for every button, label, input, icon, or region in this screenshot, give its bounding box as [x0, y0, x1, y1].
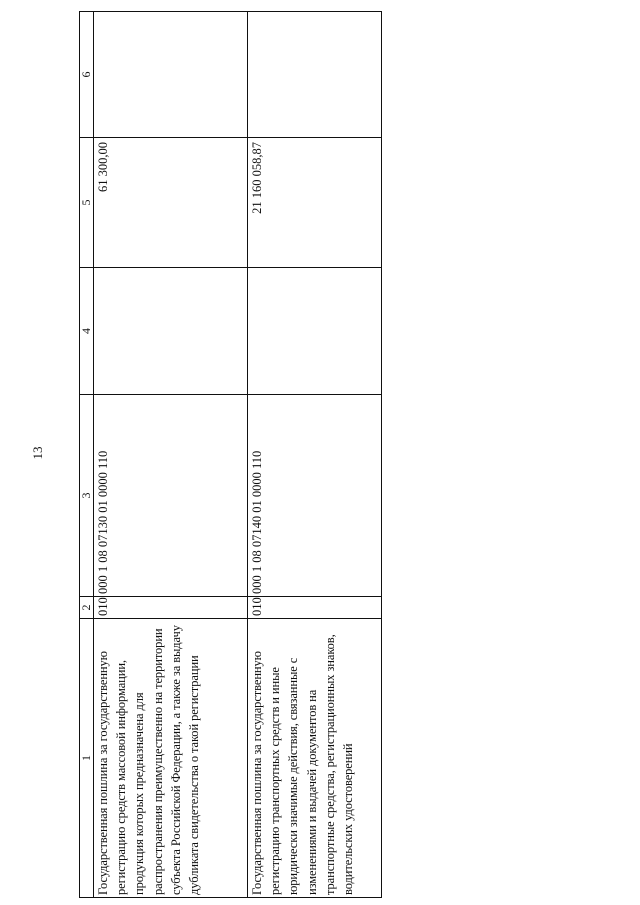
- table-row: [248, 12, 382, 898]
- row-col4: [94, 268, 248, 395]
- column-number: 4: [80, 268, 94, 395]
- row-line-code: 010: [248, 597, 382, 619]
- column-number: 2: [80, 597, 94, 619]
- column-number: 1: [80, 619, 94, 898]
- row-col6: [248, 12, 382, 138]
- row-col4: [248, 268, 382, 395]
- revenue-table: [79, 11, 382, 898]
- table-row: [94, 12, 248, 898]
- row-name: Государственная пошлина за государственную регистрацию средств массовой информации, продукция которых предназначена для распространения преимущественно на территории субъекта Российской Федерации, а также за выдачу дубликата свидетельства о такой регистрации: [94, 619, 248, 898]
- row-kbk-code: 000 1 08 07130 01 0000 110: [94, 395, 248, 597]
- column-number: 6: [80, 12, 94, 138]
- row-amount: 61 300,00: [94, 138, 248, 268]
- row-kbk-code: 000 1 08 07140 01 0000 110: [248, 395, 382, 597]
- column-number-row: [80, 12, 94, 898]
- column-number: 3: [80, 395, 94, 597]
- row-amount: 21 160 058,87: [248, 138, 382, 268]
- column-number: 5: [80, 138, 94, 268]
- row-col6: [94, 12, 248, 138]
- row-line-code: 010: [94, 597, 248, 619]
- row-name: Государственная пошлина за государственную регистрацию транспортных средств и иные юридически значимые действия, связанные с изменениями и выдачей документов на транспортные средства, регистрационных знаков, водительских удостоверений: [248, 619, 382, 898]
- page-number: 13: [30, 446, 45, 460]
